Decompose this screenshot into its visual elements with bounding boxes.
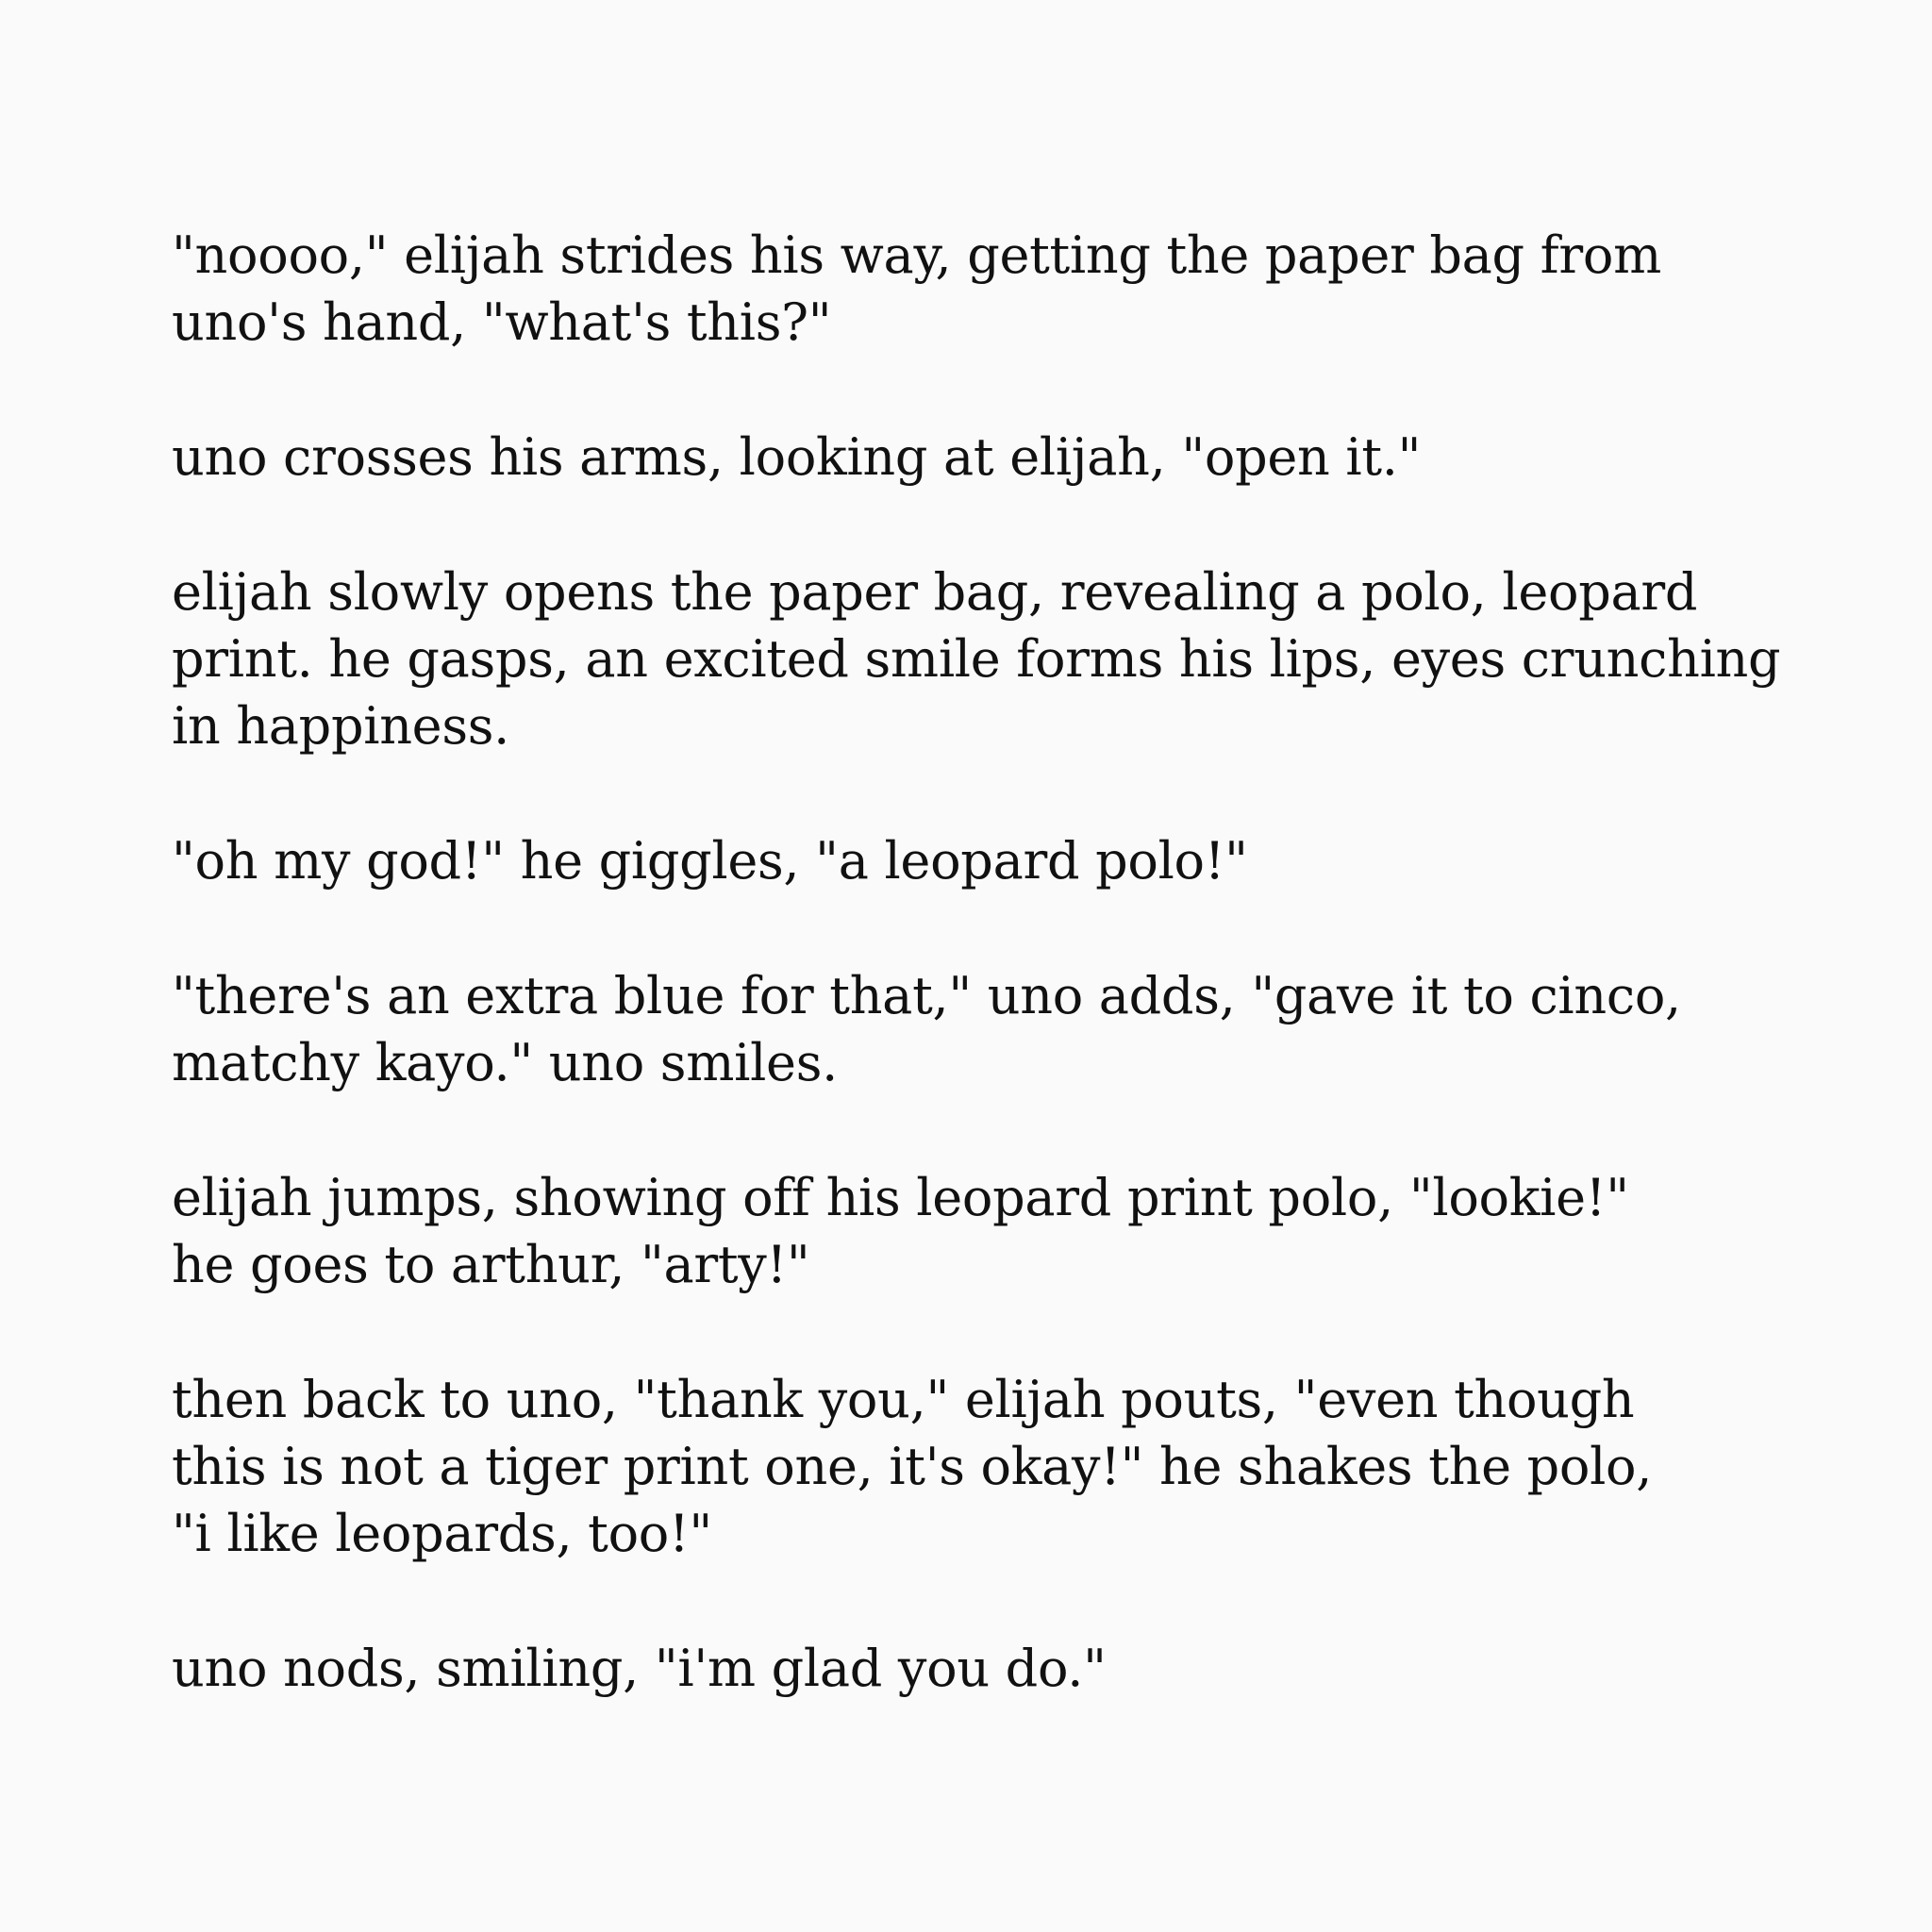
text-line: he goes to arthur, "arty!" (172, 1235, 810, 1294)
paragraph-8 (172, 1635, 1794, 1702)
paragraph-3 (172, 558, 1794, 759)
text-line: elijah jumps, showing off his leopard print polo, "lookie!" (172, 1168, 1629, 1227)
paragraph-4 (172, 827, 1794, 894)
paragraph-7 (172, 1366, 1794, 1567)
paragraph-6 (172, 1164, 1794, 1298)
text-line: uno crosses his arms, looking at elijah, "open it." (172, 427, 1422, 487)
text-line: uno's hand, "what's this?" (172, 292, 832, 352)
text-line: "noooo," elijah strides his way, getting the paper bag from (172, 225, 1661, 285)
text-line: matchy kayo." uno smiles. (172, 1033, 838, 1092)
paragraph-5 (172, 962, 1794, 1096)
text-line: "there's an extra blue for that," uno adds, "gave it to cinco, (172, 966, 1681, 1025)
text-line: "i like leopards, too!" (172, 1504, 712, 1563)
text-line: in happiness. (172, 696, 510, 756)
text-line: uno nods, smiling, "i'm glad you do." (172, 1639, 1107, 1698)
paragraph-2 (172, 424, 1794, 491)
text-line: elijah slowly opens the paper bag, revealing a polo, leopard (172, 562, 1698, 622)
text-line: this is not a tiger print one, it's okay!" he shakes the polo, (172, 1437, 1653, 1496)
paragraph-1 (172, 222, 1794, 356)
text-line: then back to uno, "thank you," elijah pouts, "even though (172, 1370, 1635, 1429)
story-text (172, 222, 1794, 1770)
text-line: "oh my god!" he giggles, "a leopard polo!" (172, 831, 1248, 891)
text-line: print. he gasps, an excited smile forms his lips, eyes crunching (172, 629, 1781, 689)
